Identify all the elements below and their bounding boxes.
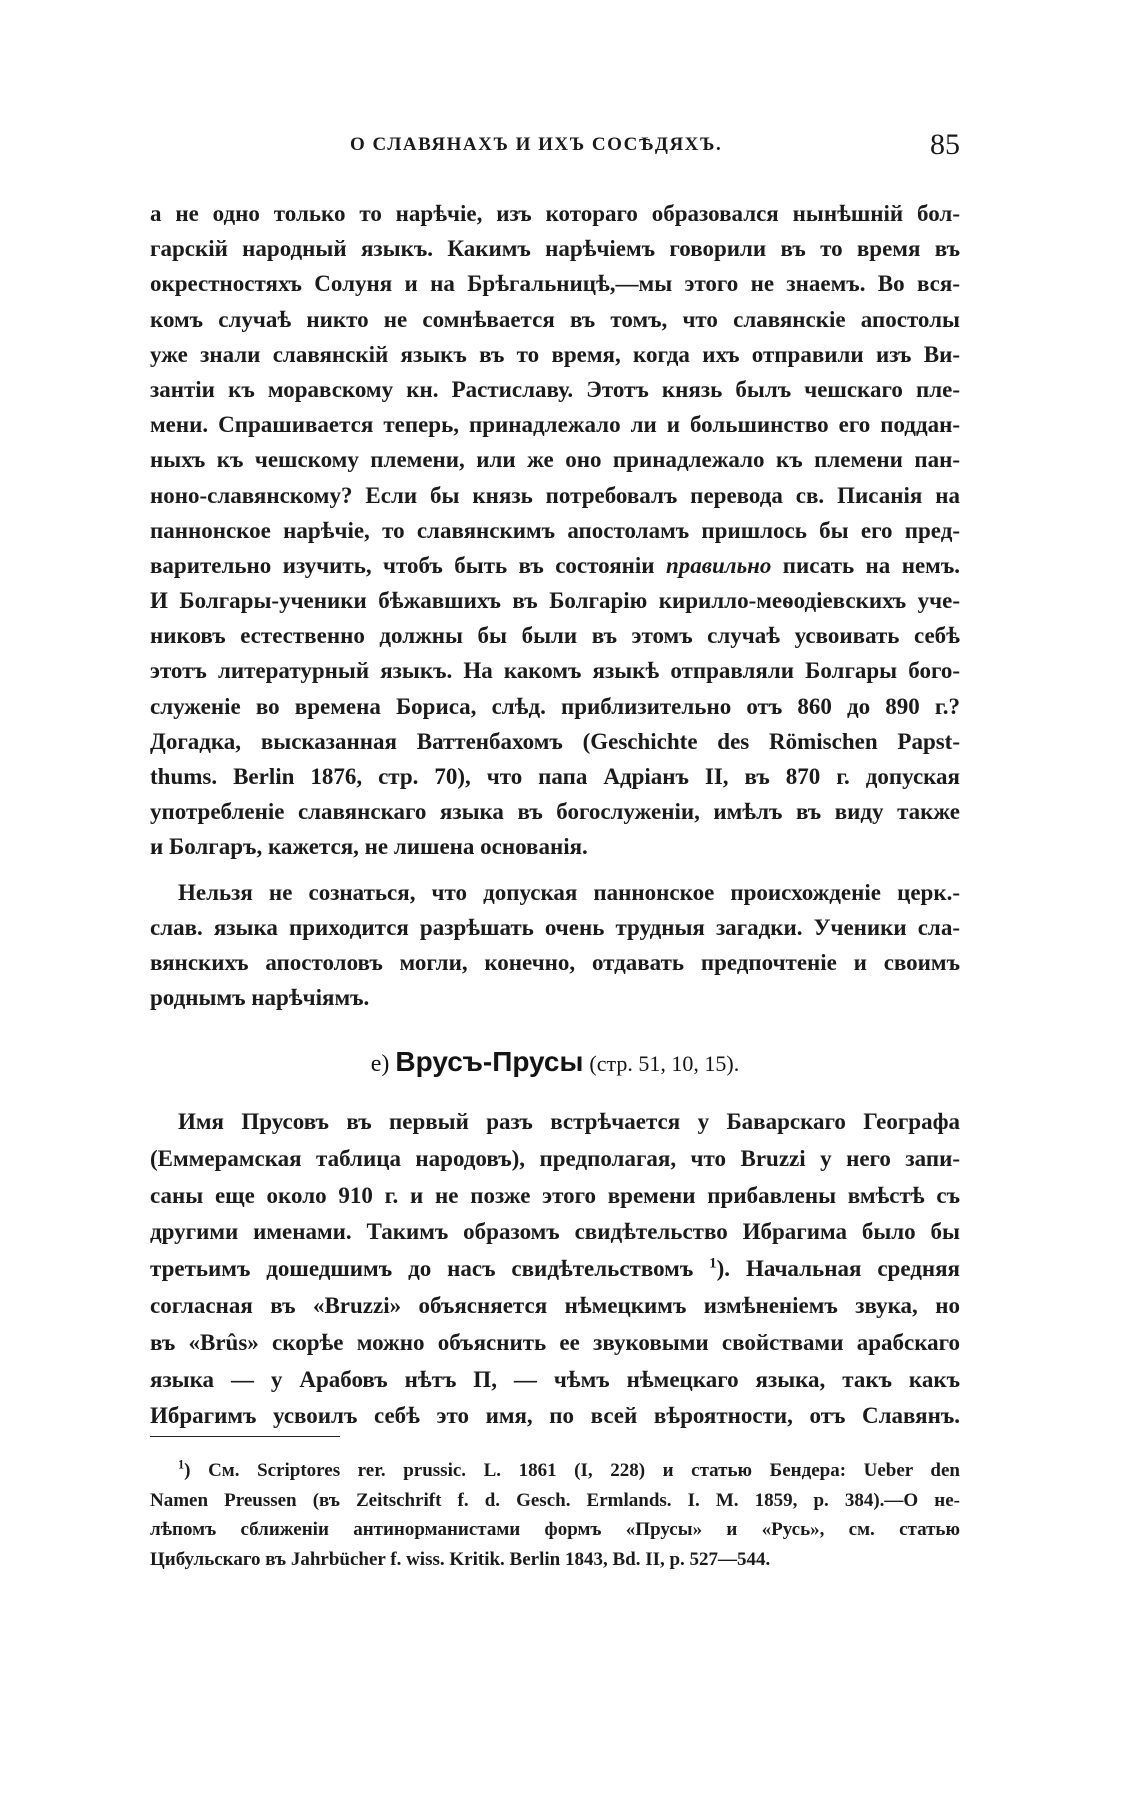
text-line: [150, 548, 960, 583]
text-run: ) См. Scriptores rer. prussic. L. 1861 (I, 228) и статью Бендера: Ueber den: [184, 1460, 960, 1481]
text-run: писать на немъ.: [771, 552, 960, 578]
text-line: и Болгаръ, кажется, не лишена основанія.: [150, 834, 588, 860]
text-line: [150, 1251, 960, 1288]
footnotes: [150, 1456, 960, 1574]
section-letter: е): [370, 1051, 390, 1077]
section-heading: [150, 1046, 960, 1078]
footnote-line: [150, 1456, 960, 1486]
footnote-divider: [150, 1436, 340, 1437]
text-line: ныхъ къ чешскому племени, или же оно принадлежало къ племени пан-: [150, 447, 960, 473]
text-line: (Еммерамская таблица народовъ), предполагая, что Bruzzi у него запи-: [150, 1145, 960, 1171]
footnote-reference: 1: [709, 1255, 717, 1272]
paragraph-3: [150, 1104, 960, 1435]
text-run: третьимъ дошедшимъ до насъ свидѣтельствомъ: [150, 1256, 710, 1282]
running-header: [150, 128, 960, 168]
paragraph-2: [150, 875, 960, 1016]
paragraph-1: [150, 196, 960, 865]
text-line: Догадка, высказанная Ваттенбахомъ (Geschichte des Römischen Papst-: [150, 728, 960, 754]
page-number: 85: [930, 128, 960, 161]
text-line: thums. Berlin 1876, стр. 70), что папа Адріанъ II, въ 870 г. допуская: [150, 764, 960, 789]
text-line: уже знали славянскій языкъ въ то время, когда ихъ отправили изъ Ви-: [150, 341, 960, 367]
text-line: употребленіе славянскаго языка въ богослуженіи, имѣлъ въ виду также: [150, 799, 960, 825]
section-title: Врусъ-Прусы: [395, 1046, 584, 1077]
text-line: паннонское нарѣчіе, то славянскимъ апостоламъ пришлось бы его пред-: [150, 517, 960, 543]
footnote-line: Namen Preussen (въ Zeitschrift f. d. Gesch. Ermlands. I. M. 1859, p. 384).—О не-: [150, 1489, 960, 1511]
section-reference: (стр. 51, 10, 15).: [589, 1051, 740, 1076]
footnote-line: лѣпомъ сближеніи антинорманистами формъ «Прусы» и «Русь», см. статью: [150, 1519, 960, 1540]
text-line: языка — у Арабовъ нѣтъ П, — чѣмъ нѣмецкаго языка, такъ какъ: [150, 1366, 960, 1392]
text-line: окрестностяхъ Солуня и на Брѣгальницѣ,—мы этого не знаемъ. Во вся-: [150, 271, 960, 297]
text-line: мени. Спрашивается теперь, принадлежало ли и большинство его поддан-: [150, 412, 960, 438]
text-line: въ «Brûs» скорѣе можно объяснить ее звуковыми свойствами арабскаго: [150, 1329, 960, 1355]
text-run: ). Начальная средняя: [716, 1256, 960, 1282]
running-title: О СЛАВЯНАХЪ И ИХЪ СОСѢДЯХЪ.: [350, 134, 723, 155]
text-line: гарскій народный языкъ. Какимъ нарѣчіемъ говорили въ то время въ: [150, 236, 960, 262]
body-text-top: [150, 196, 960, 1015]
text-line: Ибрагимъ усвоилъ себѣ это имя, по всей вѣроятности, отъ Славянъ.: [150, 1403, 960, 1429]
text-line: служеніе во времена Бориса, слѣд. приблизительно отъ 860 до 890 г.?: [150, 693, 960, 719]
text-line: ноно-славянскому? Если бы князь потребовалъ перевода св. Писанія на: [150, 482, 960, 508]
text-line: саны еще около 910 г. и не позже этого времени прибавлены вмѣстѣ съ: [150, 1182, 960, 1208]
text-line: а не одно только то нарѣчіе, изъ котораго образовался нынѣшній бол-: [150, 201, 960, 226]
text-line: другими именами. Такимъ образомъ свидѣтельство Ибрагима было бы: [150, 1219, 960, 1245]
emphasized-word: правильно: [665, 552, 772, 578]
body-text-bottom: [150, 1104, 960, 1435]
text-line: зантіи къ моравскому кн. Растиславу. Этотъ князь былъ чешскаго пле-: [150, 376, 960, 402]
text-line: И Болгары-ученики бѣжавшихъ въ Болгарію кирилло-меѳодіевскихъ уче-: [150, 588, 960, 614]
text-line: комъ случаѣ никто не сомнѣвается въ томъ, что славянскіе апостолы: [150, 306, 960, 332]
text-line: согласная въ «Bruzzi» объясняется нѣмецкимъ измѣненіемъ звука, но: [150, 1292, 960, 1318]
text-line: Нельзя не сознаться, что допуская паннонское происхожденіе церк.-: [178, 879, 960, 905]
text-line: Имя Прусовъ въ первый разъ встрѣчается у Баварскаго Географа: [178, 1109, 960, 1134]
text-line: вянскихъ апостоловъ могли, конечно, отдавать предпочтеніе и своимъ: [150, 949, 960, 975]
text-run: варительно изучить, чтобъ быть въ состояніи: [150, 552, 666, 578]
text-line: слав. языка приходится разрѣшать очень трудныя загадки. Ученики сла-: [150, 914, 960, 940]
text-line: роднымъ нарѣчіямъ.: [150, 985, 370, 1011]
text-line: этотъ литературный языкъ. На какомъ языкѣ отправляли Болгары бого-: [150, 658, 960, 684]
text-line: никовъ естественно должны бы были въ этомъ случаѣ усвоивать себѣ: [150, 623, 960, 649]
footnote-marker: 1: [178, 1457, 185, 1472]
footnote-line: Цибульскаго въ Jahrbücher f. wiss. Kritik. Berlin 1843, Bd. II, p. 527—544.: [150, 1548, 771, 1570]
